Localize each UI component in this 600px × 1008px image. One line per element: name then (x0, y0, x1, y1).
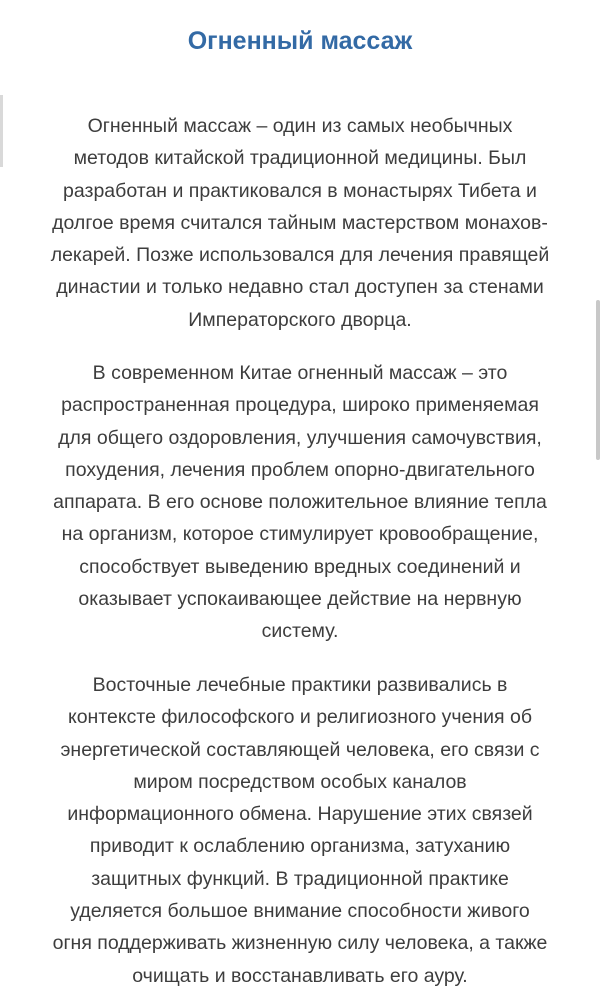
paragraph-line: на организм, которое стимулирует кровообращение, (61, 523, 539, 546)
paragraph-line: долгое время считался тайным мастерством монахов- (52, 211, 548, 234)
paragraph-line: энергетической составляющей человека, его связи с (60, 738, 540, 761)
paragraph-line: уделяется большое внимание способности живого (70, 900, 530, 923)
paragraph-line: информационного обмена. Нарушение этих связей (67, 803, 533, 826)
paragraph-line: миром посредством особых каналов (133, 770, 467, 793)
paragraph-line: оказывает успокаивающее действие на нервную (78, 588, 522, 611)
paragraph-line: разработан и практиковался в монастырях Тибета и (63, 179, 537, 202)
paragraph-line: для общего оздоровления, улучшения самочувствия, (58, 426, 542, 449)
paragraph-line: Императорского дворца. (188, 308, 412, 331)
paragraph-line: приводит к ослаблению организма, затуханию (89, 835, 511, 858)
article-title: Огненный массаж (187, 27, 413, 55)
paragraph-3 (22, 669, 578, 992)
paragraph-line: В современном Китае огненный массаж – это (92, 362, 508, 384)
paragraph-line: аппарата. В его основе положительное влияние тепла (53, 491, 547, 514)
paragraph-line: династии и только недавно стал доступен за стенами (56, 276, 544, 299)
paragraph-line: способствует выведению вредных соединений и (79, 555, 521, 578)
paragraph-line: распространенная процедура, широко применяемая (61, 394, 539, 417)
scrollbar[interactable] (596, 300, 600, 460)
paragraph-line: систему. (261, 620, 339, 643)
paragraph-2 (22, 357, 578, 648)
paragraph-line: лекарей. Позже использовался для лечения правящей (50, 244, 550, 267)
paragraph-1 (22, 110, 578, 336)
paragraph-line: методов китайской традиционной медицины. Был (73, 147, 527, 170)
paragraph-line: Восточные лечебные практики развивались в (92, 674, 508, 696)
paragraph-line: защитных функций. В традиционной практике (91, 867, 509, 890)
paragraph-line: похудения, лечения проблем опорно-двигательного (65, 458, 535, 481)
paragraph-line: контексте философского и религиозного учения об (67, 706, 533, 729)
paragraph-line: огня поддерживать жизненную силу человека, а также (52, 932, 548, 955)
left-edge-marker (0, 95, 3, 167)
paragraph-line: Огненный массаж – один из самых необычных (87, 115, 513, 137)
paragraph-line: очищать и восстанавливать его ауру. (132, 964, 468, 987)
